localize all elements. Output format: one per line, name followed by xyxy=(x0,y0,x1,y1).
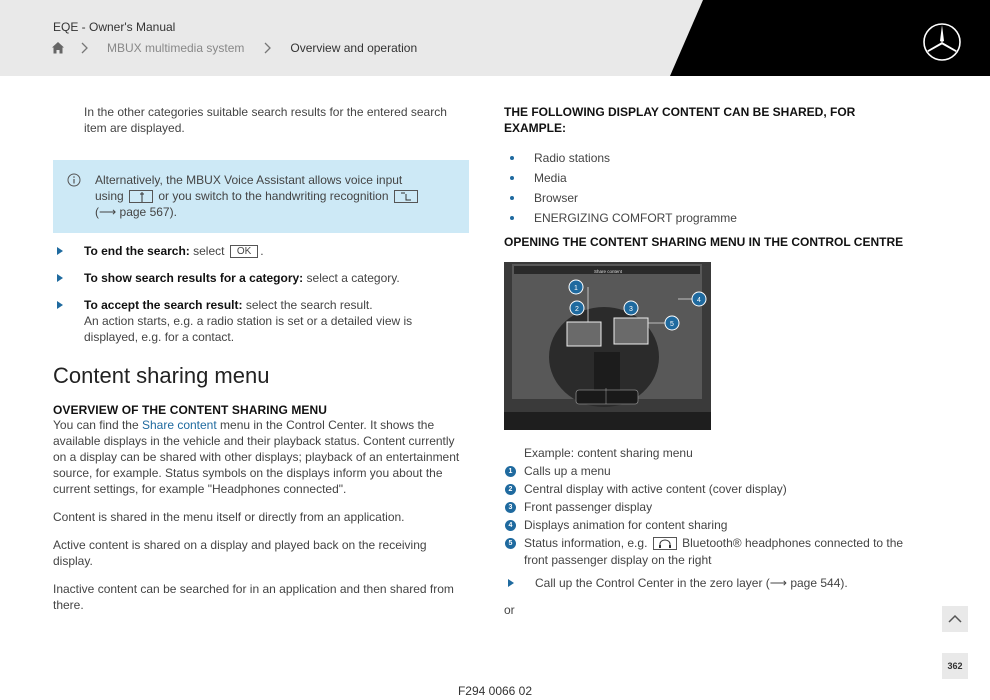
figure-legend xyxy=(504,463,904,569)
page-header xyxy=(0,0,990,76)
step-text: select the search result. xyxy=(242,298,373,312)
paragraph-shared-menu: Content is shared in the menu itself or directly from an application. xyxy=(53,510,405,524)
control-centre-illustration xyxy=(504,262,711,430)
legend-item xyxy=(504,481,904,498)
list-item: Radio stations xyxy=(504,148,904,168)
legend-text: Calls up a menu xyxy=(524,464,611,478)
step-arrow-icon xyxy=(57,274,63,282)
handwriting-icon xyxy=(394,190,418,203)
legend-item xyxy=(504,463,904,480)
step-label: To show search results for a category: xyxy=(84,271,304,285)
search-steps xyxy=(53,243,469,345)
right-column xyxy=(504,104,904,617)
step-text[interactable]: Call up the Control Center in the zero layer (⟶ page 544). xyxy=(535,576,848,590)
list-item: Media xyxy=(504,168,904,188)
page-number-badge: 362 xyxy=(942,653,968,679)
shareable-content-list xyxy=(504,148,904,228)
list-item: Browser xyxy=(504,188,904,208)
step-end-search xyxy=(53,243,469,259)
legend-text-post: Bluetooth® headphones connected to the front passenger display on the right xyxy=(524,536,904,567)
figure-caption: Example: content sharing menu xyxy=(524,446,693,460)
paragraph-inactive-content: Inactive content can be searched for in an application and then shared from there. xyxy=(53,582,454,612)
legend-number: 2 xyxy=(505,484,516,495)
step-arrow-icon xyxy=(508,579,514,587)
callout-1: 1 xyxy=(574,285,578,292)
step-arrow-icon xyxy=(57,301,63,309)
overview-text-pre: You can find the xyxy=(53,418,142,432)
breadcrumb-item-overview[interactable]: Overview and operation xyxy=(290,41,418,55)
breadcrumb xyxy=(51,41,433,55)
list-item: ENERGIZING COMFORT programme xyxy=(504,208,904,228)
chevron-up-icon xyxy=(948,614,962,624)
callout-4: 4 xyxy=(697,297,701,304)
info-icon xyxy=(67,173,81,187)
legend-text: Front passenger display xyxy=(524,500,653,514)
info-page-reference[interactable]: (⟶ page 567). xyxy=(95,205,177,219)
or-text: or xyxy=(504,603,515,617)
home-icon[interactable] xyxy=(51,41,65,55)
figure-code: F294 0066 02 xyxy=(457,684,533,698)
legend-text: Central display with active content (cover display) xyxy=(524,482,787,496)
scroll-to-top-button[interactable] xyxy=(942,606,968,632)
step-label: To end the search: xyxy=(84,244,190,258)
chevron-right-icon xyxy=(77,41,91,55)
voice-button-icon xyxy=(129,190,153,203)
step-label: To accept the search result: xyxy=(84,298,243,312)
step-text: select a category. xyxy=(303,271,400,285)
search-results-text: In the other categories suitable search results for the entered search item are displayed. xyxy=(84,105,447,135)
legend-item xyxy=(504,499,904,516)
step-accept-result xyxy=(53,297,469,345)
mercedes-star-logo-icon[interactable] xyxy=(922,22,962,62)
step-call-control-center xyxy=(504,575,904,591)
callout-3: 3 xyxy=(629,306,633,313)
legend-text: Displays animation for content sharing xyxy=(524,518,728,532)
breadcrumb-item-mbux[interactable]: MBUX multimedia system xyxy=(107,41,245,55)
legend-text-pre: Status information, e.g. xyxy=(524,536,648,550)
legend-item xyxy=(504,535,904,569)
opening-menu-heading: OPENING THE CONTENT SHARING MENU IN THE CONTROL CENTRE xyxy=(504,235,904,249)
info-line-2-pre: using xyxy=(95,189,124,203)
chevron-right-icon xyxy=(260,41,274,55)
content-sharing-photo xyxy=(504,262,711,430)
legend-number: 4 xyxy=(505,520,516,531)
left-column xyxy=(53,104,469,613)
info-line-2-mid: or you switch to the handwriting recognition xyxy=(158,189,389,203)
share-content-link[interactable]: Share content xyxy=(141,418,217,432)
step-extra-text: An action starts, e.g. a radio station is set or a detailed view is displayed, e.g. for a contact. xyxy=(84,314,413,344)
legend-number: 3 xyxy=(505,502,516,513)
document-title: EQE - Owner's Manual xyxy=(53,20,176,34)
overview-heading: OVERVIEW OF THE CONTENT SHARING MENU xyxy=(53,403,328,417)
headphones-icon xyxy=(653,537,677,550)
info-box xyxy=(53,160,469,233)
section-title: Content sharing menu xyxy=(53,363,270,388)
legend-number: 5 xyxy=(505,538,516,549)
paragraph-active-content: Active content is shared on a display and played back on the receiving display. xyxy=(53,538,427,568)
legend-item xyxy=(504,517,904,534)
info-line-1: Alternatively, the MBUX Voice Assistant allows voice input xyxy=(95,173,403,187)
info-line-2 xyxy=(95,188,457,204)
shareable-content-heading: THE FOLLOWING DISPLAY CONTENT CAN BE SHARED, FOR EXAMPLE: xyxy=(504,105,856,135)
callout-5: 5 xyxy=(670,321,674,328)
step-arrow-icon xyxy=(57,247,63,255)
step-show-category xyxy=(53,270,469,286)
step-text-after: . xyxy=(260,244,264,258)
callout-2: 2 xyxy=(575,306,579,313)
overview-text-post: menu in the Control Center. It shows the available displays in the vehicle and their playback status. Content currently on a display can be shared with other displays; playback of an entertainment source, for example. Status symbols on the displays inform you about the current settings, for example "Headphones connected". xyxy=(53,418,460,496)
ok-key: OK xyxy=(230,245,258,258)
legend-number: 1 xyxy=(505,466,516,477)
step-text: select xyxy=(189,244,228,258)
photo-screen-label: Share content xyxy=(594,269,623,274)
overview-paragraph xyxy=(53,417,469,497)
